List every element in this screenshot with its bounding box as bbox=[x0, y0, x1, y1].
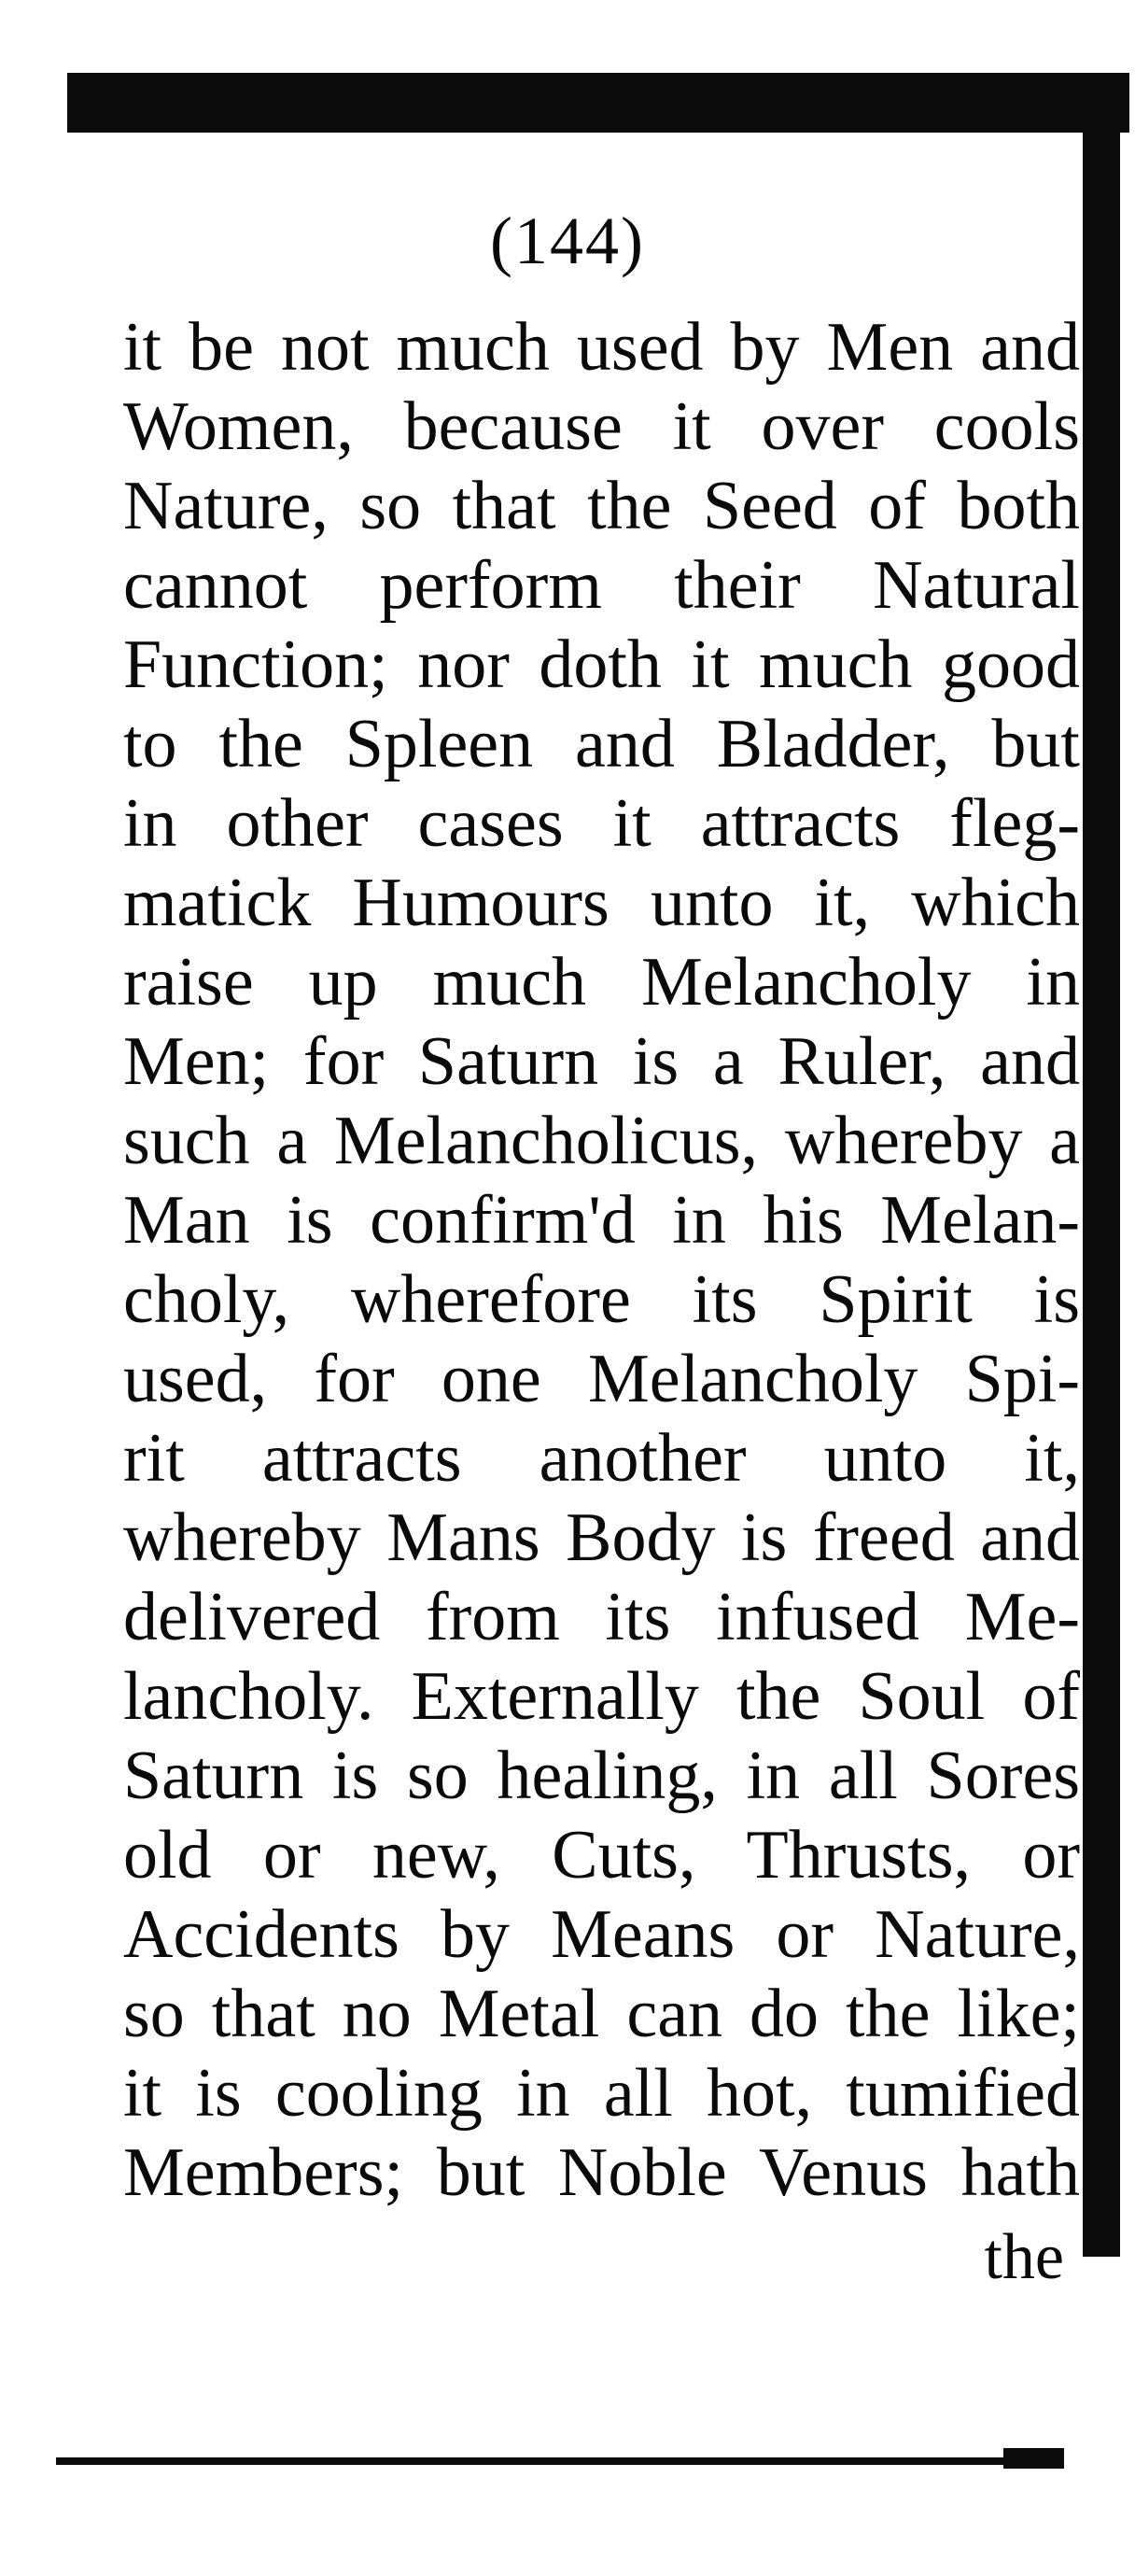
text-line: lancholy. Externally the Soul of bbox=[123, 1658, 1080, 1735]
text-line: Members; but Noble Venus hath bbox=[123, 2134, 1080, 2211]
catchword: the bbox=[984, 2221, 1064, 2293]
text-line: Saturn is so healing, in all Sores bbox=[123, 1738, 1080, 1814]
text-line: such a Melancholicus, whereby a bbox=[123, 1103, 1080, 1179]
text-line: Accidents by Means or Nature, bbox=[123, 1896, 1080, 1973]
text-line: choly, wherefore its Spirit is bbox=[123, 1261, 1080, 1338]
text-line: cannot perform their Natural bbox=[123, 547, 1080, 624]
text-line: rit attracts another unto it, bbox=[123, 1420, 1080, 1497]
right-page-edge bbox=[1083, 133, 1120, 2257]
text-line: whereby Mans Body is freed and bbox=[123, 1499, 1080, 1576]
bottom-border-rule bbox=[56, 2457, 1064, 2465]
text-line: in other cases it attracts fleg- bbox=[123, 785, 1080, 862]
text-line: old or new, Cuts, Thrusts, or bbox=[123, 1817, 1080, 1893]
text-line: Nature, so that the Seed of both bbox=[123, 468, 1080, 544]
text-line: Men; for Saturn is a Ruler, and bbox=[123, 1023, 1080, 1100]
text-line: to the Spleen and Bladder, but bbox=[123, 706, 1080, 782]
top-border-bar bbox=[67, 73, 1129, 133]
bottom-border-rule-end bbox=[1003, 2448, 1064, 2469]
page-number: (144) bbox=[490, 204, 645, 278]
text-line: it be not much used by Men and bbox=[123, 309, 1080, 386]
text-line: it is cooling in all hot, tumified bbox=[123, 2055, 1080, 2132]
text-line: Function; nor doth it much good bbox=[123, 626, 1080, 703]
text-line: delivered from its infused Me- bbox=[123, 1579, 1080, 1655]
text-line: used, for one Melancholy Spi- bbox=[123, 1341, 1080, 1417]
text-line: Women, because it over cools bbox=[123, 388, 1080, 465]
text-line: matick Humours unto it, which bbox=[123, 865, 1080, 941]
text-line: Man is confirm'd in his Melan- bbox=[123, 1182, 1080, 1259]
text-line: so that no Metal can do the like; bbox=[123, 1976, 1080, 2052]
body-text bbox=[123, 308, 1080, 2213]
text-line: raise up much Melancholy in bbox=[123, 944, 1080, 1021]
